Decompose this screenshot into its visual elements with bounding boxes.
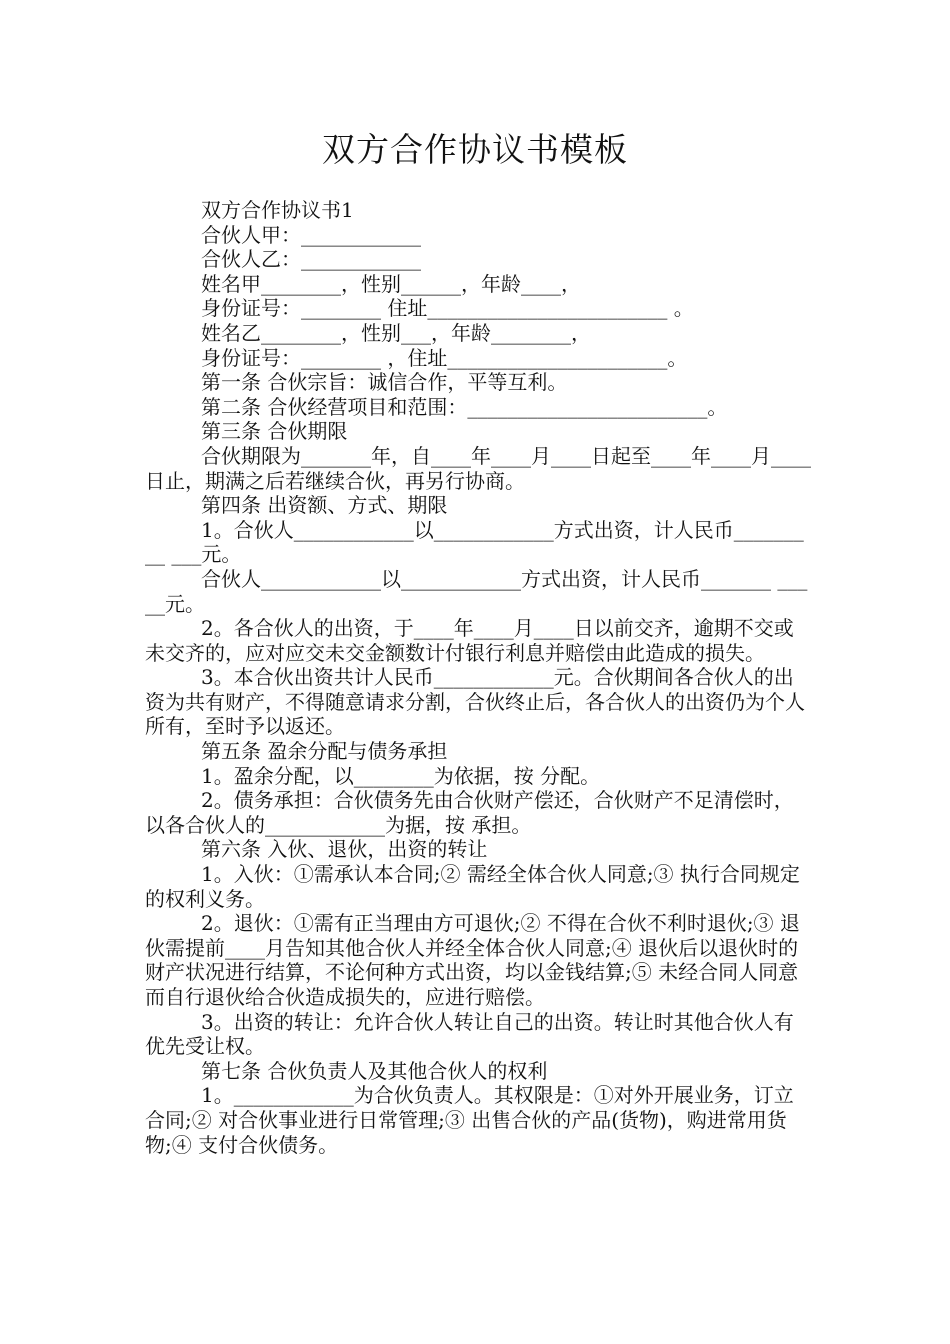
name-a-line: 姓名甲________，性别______，年龄____，	[201, 271, 581, 296]
name-b-line: 姓名乙________，性别___，年龄________，	[201, 320, 591, 345]
article-4-item-1b: 合伙人____________以____________方式出资，计人民币_______ _____元。	[145, 566, 808, 616]
article-3-heading: 第三条 合伙期限	[201, 419, 348, 444]
article-7-item-1: 1。____________为合伙负责人。其权限是：①对外开展业务，订立合同;② 对合伙事业进行日常管理;③ 出售合伙的产品(货物)，购进常用货物;④ 支付合伙债务。	[145, 1083, 794, 1157]
article-2: 第二条 合伙经营项目和范围：________________________。	[201, 394, 728, 419]
document-title: 双方合作协议书模板	[322, 130, 628, 169]
article-6-item-2: 2。退伙：①需有正当理由方可退伙;② 不得在合伙不利时退伙;③ 退伙需提前____月告知其他合伙人并经全体合伙人同意;④ 退伙后以退伙时的财产状况进行结算，不论何种方式出资，均以金钱结算;⑤ 未经合同人同意而自行退伙给合伙造成损失的，应进行赔偿。	[145, 911, 800, 1009]
article-4-item-2: 2。各合伙人的出资，于____年____月____日以前交齐，逾期不交或未交齐的，应对应交未交金额数计付银行利息并赔偿由此造成的损失。	[145, 616, 794, 665]
article-6-heading: 第六条 入伙、退伙，出资的转让	[201, 837, 488, 862]
article-1: 第一条 合伙宗旨：诚信合作，平等互利。	[201, 370, 568, 395]
article-4-heading: 第四条 出资额、方式、期限	[201, 493, 448, 518]
id-address-b-line: 身份证号：________ ，住址______________________。	[201, 345, 688, 370]
article-3-term: 合伙期限为_______年，自____年____月____日起至____年____月____日止，期满之后若继续合伙，再另行协商。	[145, 443, 811, 493]
partner-b-line: 合伙人乙：____________	[201, 247, 421, 272]
agreement-heading: 双方合作协议书1	[201, 198, 354, 222]
article-6-item-3: 3。出资的转让：允许合伙人转让自己的出资。转让时其他合伙人有优先受让权。	[145, 1009, 794, 1059]
article-5-item-1: 1。盈余分配，以________为依据，按 分配。	[201, 763, 601, 788]
article-5-heading: 第五条 盈余分配与债务承担	[201, 739, 448, 764]
article-5-item-2: 2。债务承担：合伙债务先由合伙财产偿还，合伙财产不足清偿时，以各合伙人的____________为据，按 承担。	[145, 788, 794, 837]
id-address-a-line: 身份证号：________ 住址________________________ 。	[201, 296, 694, 321]
article-4-item-3: 3。本合伙出资共计人民币____________元。合伙期间各合伙人的出资为共有财产，不得随意请求分割，合伙终止后，各合伙人的出资仍为个人所有，至时予以返还。	[145, 665, 805, 739]
article-7-heading: 第七条 合伙负责人及其他合伙人的权利	[201, 1058, 548, 1083]
partner-a-line: 合伙人甲：____________	[201, 222, 421, 247]
article-4-item-1: 1。合伙人____________以____________方式出资，计人民币_________ ___元。	[145, 517, 804, 567]
article-6-item-1: 1。入伙：①需承认本合同;② 需经全体合伙人同意;③ 执行合同规定的权利义务。	[145, 862, 800, 911]
document-body	[145, 198, 813, 1157]
